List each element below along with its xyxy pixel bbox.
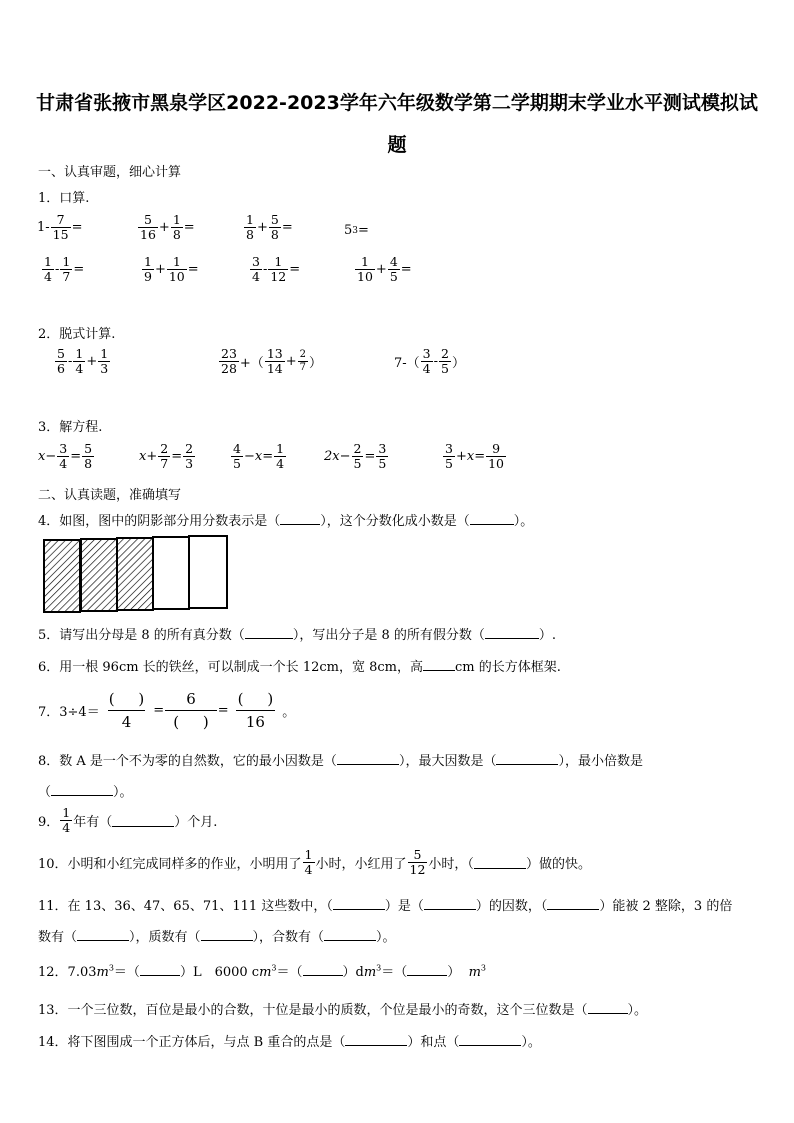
oral-calc-4: 5 3 = bbox=[344, 223, 369, 238]
section-heading-2: 二、认真读题，准确填写 bbox=[38, 488, 182, 503]
oral-calc-3: $\frac{1}{8}$ + $\frac{5}{8}$ = bbox=[246, 212, 293, 242]
question-8-continued: （ ）。 bbox=[38, 785, 133, 800]
shaded-part-3 bbox=[117, 538, 153, 610]
oral-calc-5: $\frac{1}{4}$ - $\frac{1}{7}$ = bbox=[44, 254, 85, 284]
blank-part-1 bbox=[153, 537, 189, 609]
question-5: 5．请写出分母是 8 的所有真分数（ ），写出分子是 8 的所有假分数（ ）. bbox=[38, 628, 556, 643]
question-1-label: 1．口算. bbox=[38, 191, 90, 206]
blank-part-2 bbox=[189, 536, 227, 608]
page-title: 甘肃省张掖市黑泉学区2022-2023学年六年级数学第二学期期末学业水平测试模拟试 bbox=[36, 92, 758, 114]
question-11-continued: 数有（ ），质数有（ ），合数有（ ）。 bbox=[38, 930, 396, 945]
oral-calc-8: $\frac{1}{10}$ + $\frac{4}{5}$ = bbox=[357, 254, 412, 284]
equation-2: x + $\frac{2}{7}$ = $\frac{2}{3}$ bbox=[139, 441, 194, 471]
equation-5: $\frac{3}{5}$ + x = $\frac{9}{10}$ bbox=[445, 441, 505, 471]
page-title-continued: 题 bbox=[387, 134, 407, 156]
oral-calc-2: $\frac{5}{16}$ + $\frac{1}{8}$ = bbox=[140, 212, 195, 242]
question-6: 6．用一根 96cm 长的铁丝，可以制成一个长 12cm，宽 8cm，高 cm 的长方体框架. bbox=[38, 660, 561, 675]
oral-calc-7: $\frac{3}{4}$ - $\frac{1}{12}$ = bbox=[252, 254, 301, 284]
question-4: 4．如图，图中的阴影部分用分数表示是（ ），这个分数化成小数是（ ）。 bbox=[38, 514, 534, 529]
question-3-label: 3．解方程. bbox=[38, 420, 103, 435]
question-8: 8．数 A 是一个不为零的自然数，它的最小因数是（ ），最大因数是（ ），最小倍数是 bbox=[38, 754, 643, 769]
shaded-part-2 bbox=[81, 539, 117, 611]
shaded-part-1 bbox=[44, 540, 80, 612]
stepwise-calc-3: 7-（ $\frac{3}{4}$ - $\frac{2}{5}$ ） bbox=[394, 346, 465, 376]
oral-calc-1: 1- $\frac{7}{15}$ = bbox=[37, 212, 83, 242]
section-heading-1: 一、认真审题，细心计算 bbox=[38, 165, 182, 180]
question-12: 12．$7.03m^3=$（ ）L 6000 $cm^3=$（ ）$dm^3=$（ ） $m^3$ bbox=[38, 963, 486, 980]
equation-1: x − $\frac{3}{4}$ = $\frac{5}{8}$ bbox=[38, 441, 93, 471]
equation-4: 2x − $\frac{2}{5}$ = $\frac{3}{5}$ bbox=[324, 441, 387, 471]
question-2-label: 2．脱式计算. bbox=[38, 327, 116, 342]
question-11: 11．在 13、36、47、65、71、111 这些数中，（ ）是（ ）的因数，（ ）能被 2 整除，3 的倍 bbox=[38, 899, 733, 914]
equation-3: $\frac{4}{5}$ − x = $\frac{1}{4}$ bbox=[233, 441, 285, 471]
question-14: 14．将下图围成一个正方体后，与点 B 重合的点是（ ）和点（ ）。 bbox=[38, 1035, 541, 1050]
question-9: 9． $\frac{1}{4}$ 年有（ ）个月. bbox=[38, 805, 218, 835]
shaded-rectangle-figure bbox=[43, 534, 231, 614]
oral-calc-6: $\frac{1}{9}$ + $\frac{1}{10}$ = bbox=[144, 254, 199, 284]
stepwise-calc-2: $\frac{23}{28}$ +（ $\frac{13}{14}$ + $\frac{2}{7}$ ） bbox=[221, 346, 323, 376]
question-10: 10．小明和小红完成同样多的作业，小明用了 $\frac{1}{4}$ 小时，小红用了 $\frac{5}{12}$ 小时，（ ）做的快。 bbox=[38, 847, 591, 877]
stepwise-calc-1: $\frac{5}{6}$ - $\frac{1}{4}$ + $\frac{1}{3}$ bbox=[57, 346, 109, 376]
question-7: 7．3÷4＝ $\frac{( )}{4}$ = $\frac{6}{( )}$ = $\frac{( )}{16}$ 。 bbox=[38, 690, 296, 731]
question-13: 13．一个三位数，百位是最小的合数，十位是最小的质数，个位是最小的奇数，这个三位数是（ ）。 bbox=[38, 1003, 648, 1018]
